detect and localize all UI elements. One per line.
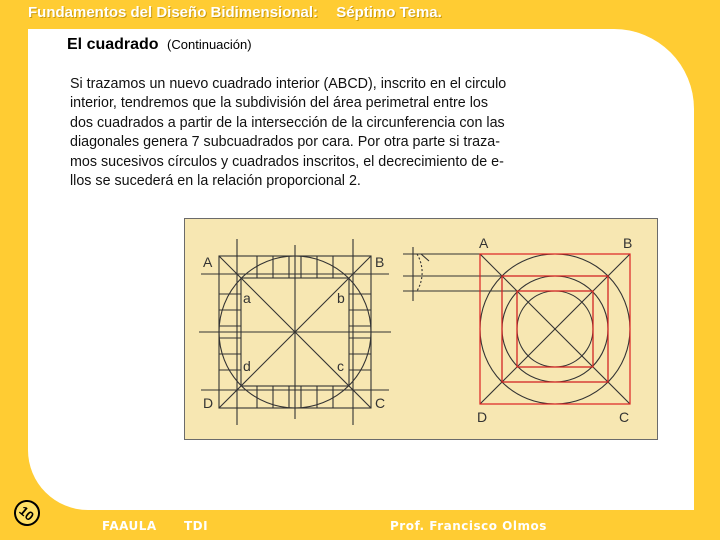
label-left-D: D [203,395,214,411]
geometry-drawing [185,219,659,441]
right-tick [421,254,429,261]
label-left-a: a [243,290,251,306]
label-right-B: B [623,235,633,251]
course-title: Fundamentos del Diseño Bidimensional: [28,4,319,21]
label-left-b: b [337,290,345,306]
title-main: El cuadrado [67,36,159,53]
paragraph-line: dos cuadrados a partir de la intersección de la circunferencia con las [70,114,505,131]
label-left-C: C [375,395,386,411]
paragraph-line: mos sucesivos círculos y cuadrados inscritos, el decrecimiento de e- [70,153,504,170]
paragraph-line: interior, tendremos que la subdivisión del área perimetral entre los [70,95,489,112]
header-bar [28,4,442,21]
label-right-D: D [477,409,488,425]
label-right-A: A [479,235,489,251]
body-paragraph [70,75,570,191]
label-left-d: d [243,358,251,374]
paragraph-line: diagonales genera 7 subcuadrados por cara. Por otra parte si traza- [70,134,500,151]
footer-dept: TDI [184,519,209,533]
page-number-badge [9,495,46,532]
geometry-figure [184,218,658,440]
label-left-B: B [375,254,385,270]
label-left-A: A [203,254,213,270]
title-sub: (Continuación) [167,37,252,52]
slide-title [67,36,252,54]
paragraph-line: llos se sucederá en la relación proporcional 2. [70,173,361,190]
label-left-c: c [337,358,344,374]
label-right-C: C [619,409,630,425]
paragraph-line: Si trazamos un nuevo cuadrado interior (ABCD), inscrito en el circulo [70,76,507,92]
right-arc [417,254,422,291]
footer-author: Prof. Francisco Olmos [390,519,547,533]
page-number: 10 [16,502,38,524]
left-construction [199,239,391,425]
footer-org: FAAULA [102,519,157,533]
topic-title: Séptimo Tema. [336,4,442,21]
